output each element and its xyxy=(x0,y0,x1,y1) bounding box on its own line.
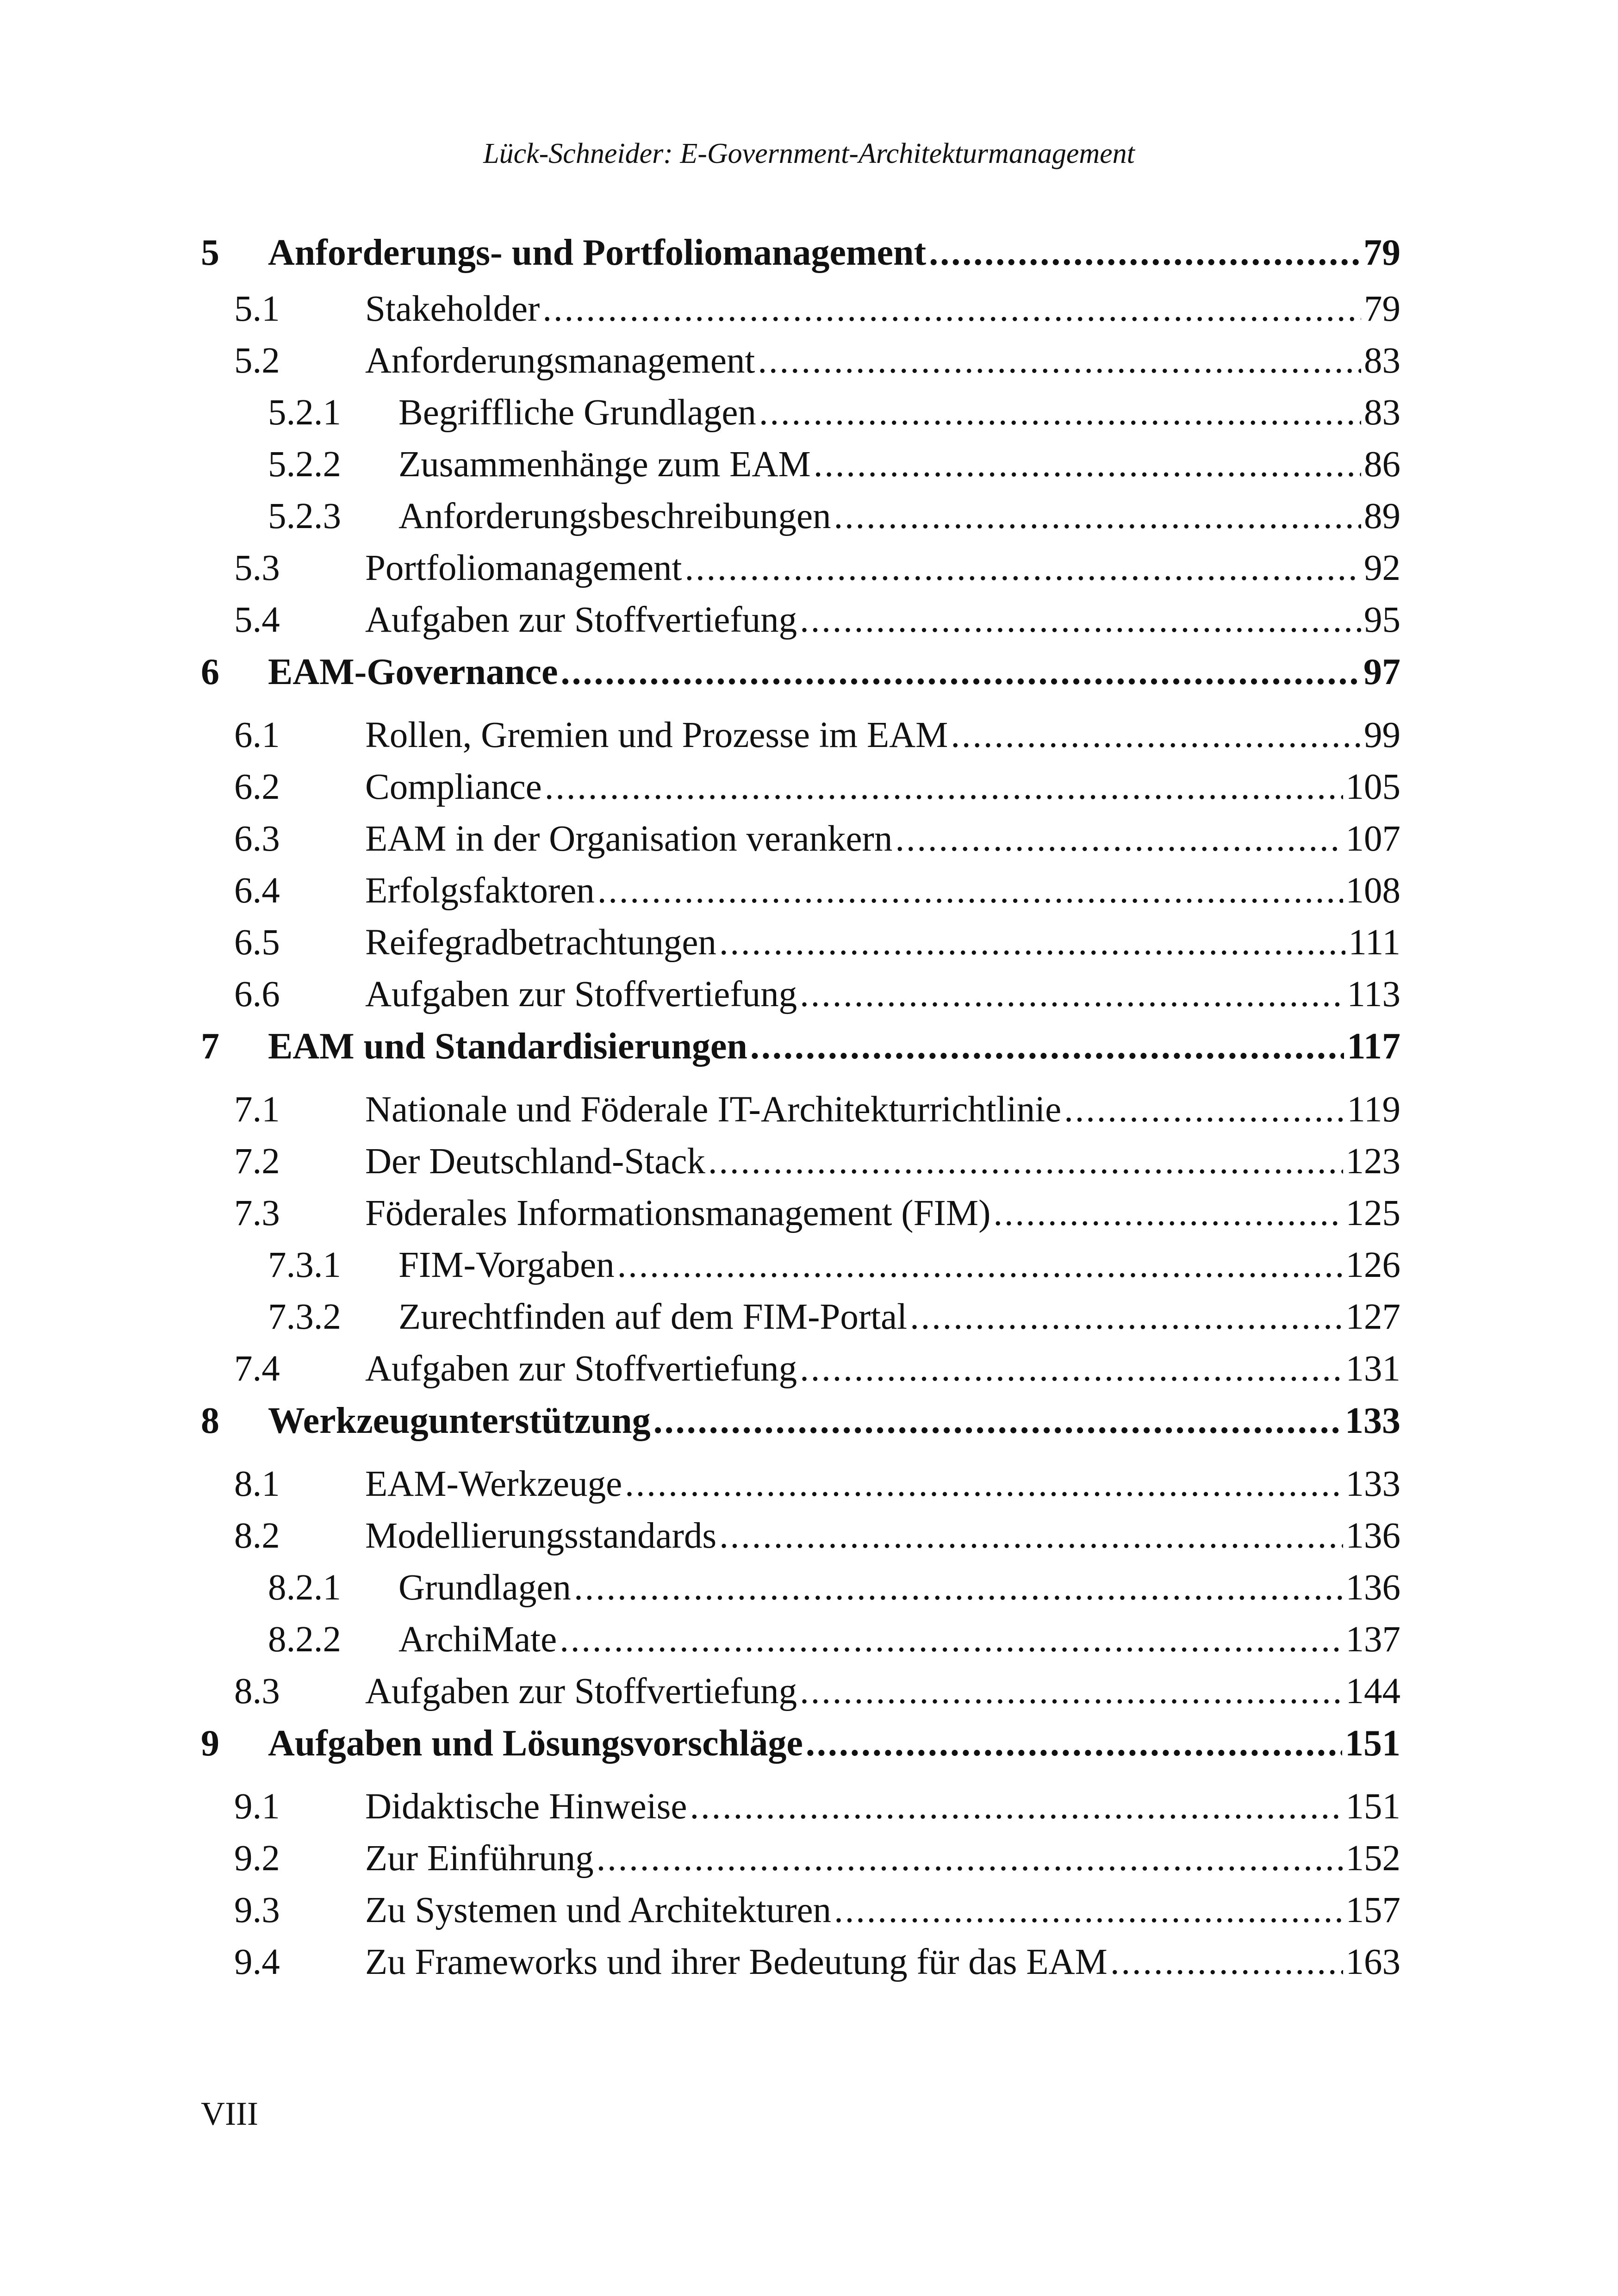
toc-entry-title: Begriffliche Grundlagen xyxy=(398,392,756,433)
toc-entry-line xyxy=(365,1458,1400,1510)
toc-entry-page: 108 xyxy=(1345,871,1400,911)
toc-subsection-entry[interactable] xyxy=(201,1614,1400,1666)
dot-leader xyxy=(806,1717,1342,1769)
toc-entry-line xyxy=(365,1343,1400,1395)
toc-entry-line xyxy=(365,1188,1400,1239)
toc-entry-page: 89 xyxy=(1364,496,1400,536)
toc-section-entry[interactable] xyxy=(201,594,1400,646)
toc-chapter-entry[interactable] xyxy=(201,227,1400,283)
dot-leader xyxy=(759,387,1361,439)
toc-entry-line xyxy=(268,227,1400,279)
toc-entry-page: 111 xyxy=(1348,922,1400,963)
toc-entry-number: 5.2.1 xyxy=(268,392,341,433)
dot-leader xyxy=(929,227,1361,279)
toc-entry-line xyxy=(365,1510,1400,1562)
toc-section-entry[interactable] xyxy=(201,969,1400,1020)
toc-entry-number: 5.4 xyxy=(234,600,280,640)
dot-leader xyxy=(617,1239,1343,1291)
toc-entry-title: FIM-Vorgaben xyxy=(398,1245,615,1285)
toc-entry-page: 133 xyxy=(1345,1464,1400,1504)
toc-entry-title: EAM in der Organisation verankern xyxy=(365,819,893,859)
dot-leader xyxy=(625,1458,1343,1510)
dot-leader xyxy=(560,1614,1343,1666)
toc-entry-number: 7.3 xyxy=(234,1193,280,1233)
dot-leader xyxy=(758,335,1361,387)
dot-leader xyxy=(993,1188,1343,1239)
toc-entry-number: 6.1 xyxy=(234,715,280,755)
toc-entry-page: 86 xyxy=(1364,444,1400,485)
toc-chapter-entry[interactable] xyxy=(201,1020,1400,1084)
toc-entry-number: 6.4 xyxy=(234,871,280,911)
toc-entry-line xyxy=(365,917,1400,969)
toc-entry-page: 126 xyxy=(1345,1245,1400,1285)
toc-section-entry[interactable] xyxy=(201,1343,1400,1395)
toc-entry-number: 9 xyxy=(201,1723,219,1764)
toc-entry-line xyxy=(398,1614,1400,1666)
toc-entry-line xyxy=(365,542,1400,594)
toc-section-entry[interactable] xyxy=(201,1936,1400,1988)
toc-entry-page: 133 xyxy=(1345,1400,1400,1441)
toc-entry-title: Zur Einführung xyxy=(365,1838,594,1879)
toc-entry-line xyxy=(398,1562,1400,1614)
toc-entry-line xyxy=(365,1781,1400,1833)
toc-section-entry[interactable] xyxy=(201,1188,1400,1239)
toc-entry-title: EAM und Standardisierungen xyxy=(268,1026,747,1067)
toc-entry-page: 125 xyxy=(1345,1193,1400,1233)
toc-entry-title: Anforderungsmanagement xyxy=(365,341,755,381)
dot-leader xyxy=(685,542,1362,594)
dot-leader xyxy=(1110,1936,1343,1988)
toc-entry-title: EAM-Governance xyxy=(268,652,558,692)
page-number: VIII xyxy=(201,2095,258,2132)
dot-leader xyxy=(800,969,1344,1020)
toc-entry-page: 83 xyxy=(1364,341,1400,381)
toc-entry-line xyxy=(365,1885,1400,1936)
dot-leader xyxy=(597,865,1343,917)
toc-entry-page: 83 xyxy=(1364,392,1400,433)
toc-section-entry[interactable] xyxy=(201,1781,1400,1833)
toc-entry-line xyxy=(365,335,1400,387)
toc-entry-title: Anforderungsbeschreibungen xyxy=(398,496,831,536)
dot-leader xyxy=(545,761,1343,813)
toc-entry-line xyxy=(398,439,1400,491)
toc-entry-number: 7.4 xyxy=(234,1349,280,1389)
toc-entry-title: Aufgaben zur Stoffvertiefung xyxy=(365,974,797,1014)
dot-leader xyxy=(800,1666,1343,1717)
toc-section-entry[interactable] xyxy=(201,917,1400,969)
toc-entry-number: 6 xyxy=(201,652,219,692)
toc-entry-number: 6.2 xyxy=(234,767,280,807)
toc-section-entry[interactable] xyxy=(201,761,1400,813)
toc-section-entry[interactable] xyxy=(201,709,1400,761)
toc-entry-line xyxy=(365,1136,1400,1188)
toc-subsection-entry[interactable] xyxy=(201,1291,1400,1343)
toc-entry-number: 5.1 xyxy=(234,289,280,329)
toc-subsection-entry[interactable] xyxy=(201,1239,1400,1291)
toc-entry-line xyxy=(365,283,1400,335)
toc-entry-number: 7.3.2 xyxy=(268,1297,341,1337)
toc-entry-title: Didaktische Hinweise xyxy=(365,1786,687,1827)
toc-entry-line xyxy=(268,646,1400,698)
toc-entry-number: 7.1 xyxy=(234,1089,280,1130)
toc-entry-number: 7.2 xyxy=(234,1141,280,1182)
toc-entry-line xyxy=(365,969,1400,1020)
toc-section-entry[interactable] xyxy=(201,1510,1400,1562)
toc-entry-line xyxy=(398,491,1400,542)
toc-entry-title: Werkzeugunterstützung xyxy=(268,1400,651,1441)
toc-entry-page: 113 xyxy=(1347,974,1400,1014)
toc-entry-title: Aufgaben und Lösungsvorschläge xyxy=(268,1723,803,1764)
toc-section-entry[interactable] xyxy=(201,1666,1400,1717)
toc-entry-title: Föderales Informationsmanagement (FIM) xyxy=(365,1193,991,1233)
toc-entry-number: 9.4 xyxy=(234,1942,280,1982)
toc-entry-page: 92 xyxy=(1364,548,1400,588)
toc-entry-line xyxy=(365,1666,1400,1717)
table-of-contents xyxy=(201,227,1400,1988)
toc-entry-number: 5.2 xyxy=(234,341,280,381)
toc-entry-page: 137 xyxy=(1345,1619,1400,1660)
toc-entry-line xyxy=(365,1833,1400,1885)
toc-entry-number: 9.1 xyxy=(234,1786,280,1827)
toc-entry-page: 99 xyxy=(1364,715,1400,755)
toc-entry-number: 7.3.1 xyxy=(268,1245,341,1285)
toc-chapter-entry[interactable] xyxy=(201,1395,1400,1458)
dot-leader xyxy=(834,491,1361,542)
toc-section-entry[interactable] xyxy=(201,813,1400,865)
dot-leader xyxy=(750,1020,1344,1072)
toc-entry-number: 5.3 xyxy=(234,548,280,588)
dot-leader xyxy=(800,1343,1343,1395)
dot-leader xyxy=(834,1885,1343,1936)
toc-entry-title: Aufgaben zur Stoffvertiefung xyxy=(365,600,797,640)
toc-entry-title: Aufgaben zur Stoffvertiefung xyxy=(365,1349,797,1389)
toc-entry-page: 107 xyxy=(1345,819,1400,859)
toc-entry-line xyxy=(268,1395,1400,1447)
toc-subsection-entry[interactable] xyxy=(201,439,1400,491)
toc-entry-page: 123 xyxy=(1345,1141,1400,1182)
toc-entry-title: Erfolgsfaktoren xyxy=(365,871,595,911)
toc-entry-title: Compliance xyxy=(365,767,542,807)
toc-entry-title: Zu Frameworks und ihrer Bedeutung für das EAM xyxy=(365,1942,1108,1982)
toc-entry-page: 136 xyxy=(1345,1516,1400,1556)
toc-section-entry[interactable] xyxy=(201,335,1400,387)
dot-leader xyxy=(895,813,1343,865)
dot-leader xyxy=(561,646,1361,698)
toc-entry-line xyxy=(398,1239,1400,1291)
dot-leader xyxy=(800,594,1361,646)
toc-entry-title: Zusammenhänge zum EAM xyxy=(398,444,811,485)
dot-leader xyxy=(1064,1084,1344,1136)
toc-entry-line xyxy=(398,1291,1400,1343)
toc-entry-line xyxy=(268,1717,1400,1769)
toc-chapter-entry[interactable] xyxy=(201,646,1400,709)
toc-entry-number: 5.2.3 xyxy=(268,496,341,536)
toc-entry-page: 152 xyxy=(1345,1838,1400,1879)
toc-entry-line xyxy=(268,1020,1400,1072)
toc-entry-number: 7 xyxy=(201,1026,219,1067)
dot-leader xyxy=(690,1781,1343,1833)
toc-entry-line xyxy=(365,761,1400,813)
toc-entry-page: 97 xyxy=(1363,652,1400,692)
toc-entry-number: 6.5 xyxy=(234,922,280,963)
dot-leader xyxy=(653,1395,1342,1447)
toc-entry-page: 131 xyxy=(1345,1349,1400,1389)
toc-entry-page: 119 xyxy=(1347,1089,1400,1130)
toc-entry-number: 8.2.2 xyxy=(268,1619,341,1660)
toc-entry-title: Portfoliomanagement xyxy=(365,548,682,588)
toc-entry-page: 144 xyxy=(1345,1671,1400,1711)
toc-entry-title: Grundlagen xyxy=(398,1568,571,1608)
toc-entry-page: 151 xyxy=(1345,1786,1400,1827)
toc-entry-number: 8.2 xyxy=(234,1516,280,1556)
toc-entry-line xyxy=(398,387,1400,439)
toc-entry-title: Aufgaben zur Stoffvertiefung xyxy=(365,1671,797,1711)
toc-entry-title: Nationale und Föderale IT-Architekturrichtlinie xyxy=(365,1089,1062,1130)
toc-section-entry[interactable] xyxy=(201,542,1400,594)
toc-entry-number: 8.3 xyxy=(234,1671,280,1711)
toc-entry-line xyxy=(365,594,1400,646)
dot-leader xyxy=(708,1136,1343,1188)
dot-leader xyxy=(597,1833,1343,1885)
toc-subsection-entry[interactable] xyxy=(201,491,1400,542)
toc-entry-title: Zu Systemen und Architekturen xyxy=(365,1890,832,1930)
toc-entry-number: 5 xyxy=(201,232,219,273)
toc-entry-title: Stakeholder xyxy=(365,289,540,329)
toc-entry-page: 136 xyxy=(1345,1568,1400,1608)
toc-section-entry[interactable] xyxy=(201,1833,1400,1885)
toc-section-entry[interactable] xyxy=(201,1885,1400,1936)
toc-entry-line xyxy=(365,865,1400,917)
toc-entry-page: 163 xyxy=(1345,1942,1400,1982)
toc-entry-page: 79 xyxy=(1363,232,1400,273)
toc-entry-page: 95 xyxy=(1364,600,1400,640)
toc-entry-number: 8.2.1 xyxy=(268,1568,341,1608)
toc-entry-number: 5.2.2 xyxy=(268,444,341,485)
toc-entry-page: 157 xyxy=(1345,1890,1400,1930)
toc-entry-title: EAM-Werkzeuge xyxy=(365,1464,622,1504)
toc-section-entry[interactable] xyxy=(201,283,1400,335)
toc-entry-page: 79 xyxy=(1364,289,1400,329)
toc-section-entry[interactable] xyxy=(201,1084,1400,1136)
toc-entry-line xyxy=(365,709,1400,761)
toc-entry-title: Rollen, Gremien und Prozesse im EAM xyxy=(365,715,948,755)
toc-entry-page: 151 xyxy=(1345,1723,1400,1764)
toc-entry-number: 9.2 xyxy=(234,1838,280,1879)
toc-entry-page: 117 xyxy=(1347,1026,1400,1067)
running-head: Lück-Schneider: E-Government-Architekturmanagement xyxy=(483,138,1135,169)
toc-entry-line xyxy=(365,1084,1400,1136)
toc-entry-number: 6.6 xyxy=(234,974,280,1014)
toc-entry-number: 8 xyxy=(201,1400,219,1441)
toc-entry-page: 105 xyxy=(1345,767,1400,807)
toc-entry-number: 9.3 xyxy=(234,1890,280,1930)
dot-leader xyxy=(951,709,1361,761)
toc-entry-line xyxy=(365,813,1400,865)
toc-subsection-entry[interactable] xyxy=(201,387,1400,439)
toc-entry-title: Der Deutschland-Stack xyxy=(365,1141,705,1182)
toc-section-entry[interactable] xyxy=(201,865,1400,917)
dot-leader xyxy=(719,1510,1343,1562)
dot-leader xyxy=(542,283,1361,335)
toc-entry-number: 6.3 xyxy=(234,819,280,859)
dot-leader xyxy=(910,1291,1343,1343)
toc-entry-number: 8.1 xyxy=(234,1464,280,1504)
dot-leader xyxy=(814,439,1361,491)
toc-entry-title: Anforderungs- und Portfoliomanagement xyxy=(268,232,927,273)
toc-entry-title: Reifegradbetrachtungen xyxy=(365,922,716,963)
toc-entry-page: 127 xyxy=(1345,1297,1400,1337)
toc-entry-title: ArchiMate xyxy=(398,1619,557,1660)
toc-section-entry[interactable] xyxy=(201,1136,1400,1188)
toc-entry-line xyxy=(365,1936,1400,1988)
toc-entry-title: Zurechtfinden auf dem FIM-Portal xyxy=(398,1297,908,1337)
toc-subsection-entry[interactable] xyxy=(201,1562,1400,1614)
dot-leader xyxy=(574,1562,1343,1614)
toc-section-entry[interactable] xyxy=(201,1458,1400,1510)
dot-leader xyxy=(719,917,1345,969)
toc-entry-title: Modellierungsstandards xyxy=(365,1516,717,1556)
toc-chapter-entry[interactable] xyxy=(201,1717,1400,1781)
